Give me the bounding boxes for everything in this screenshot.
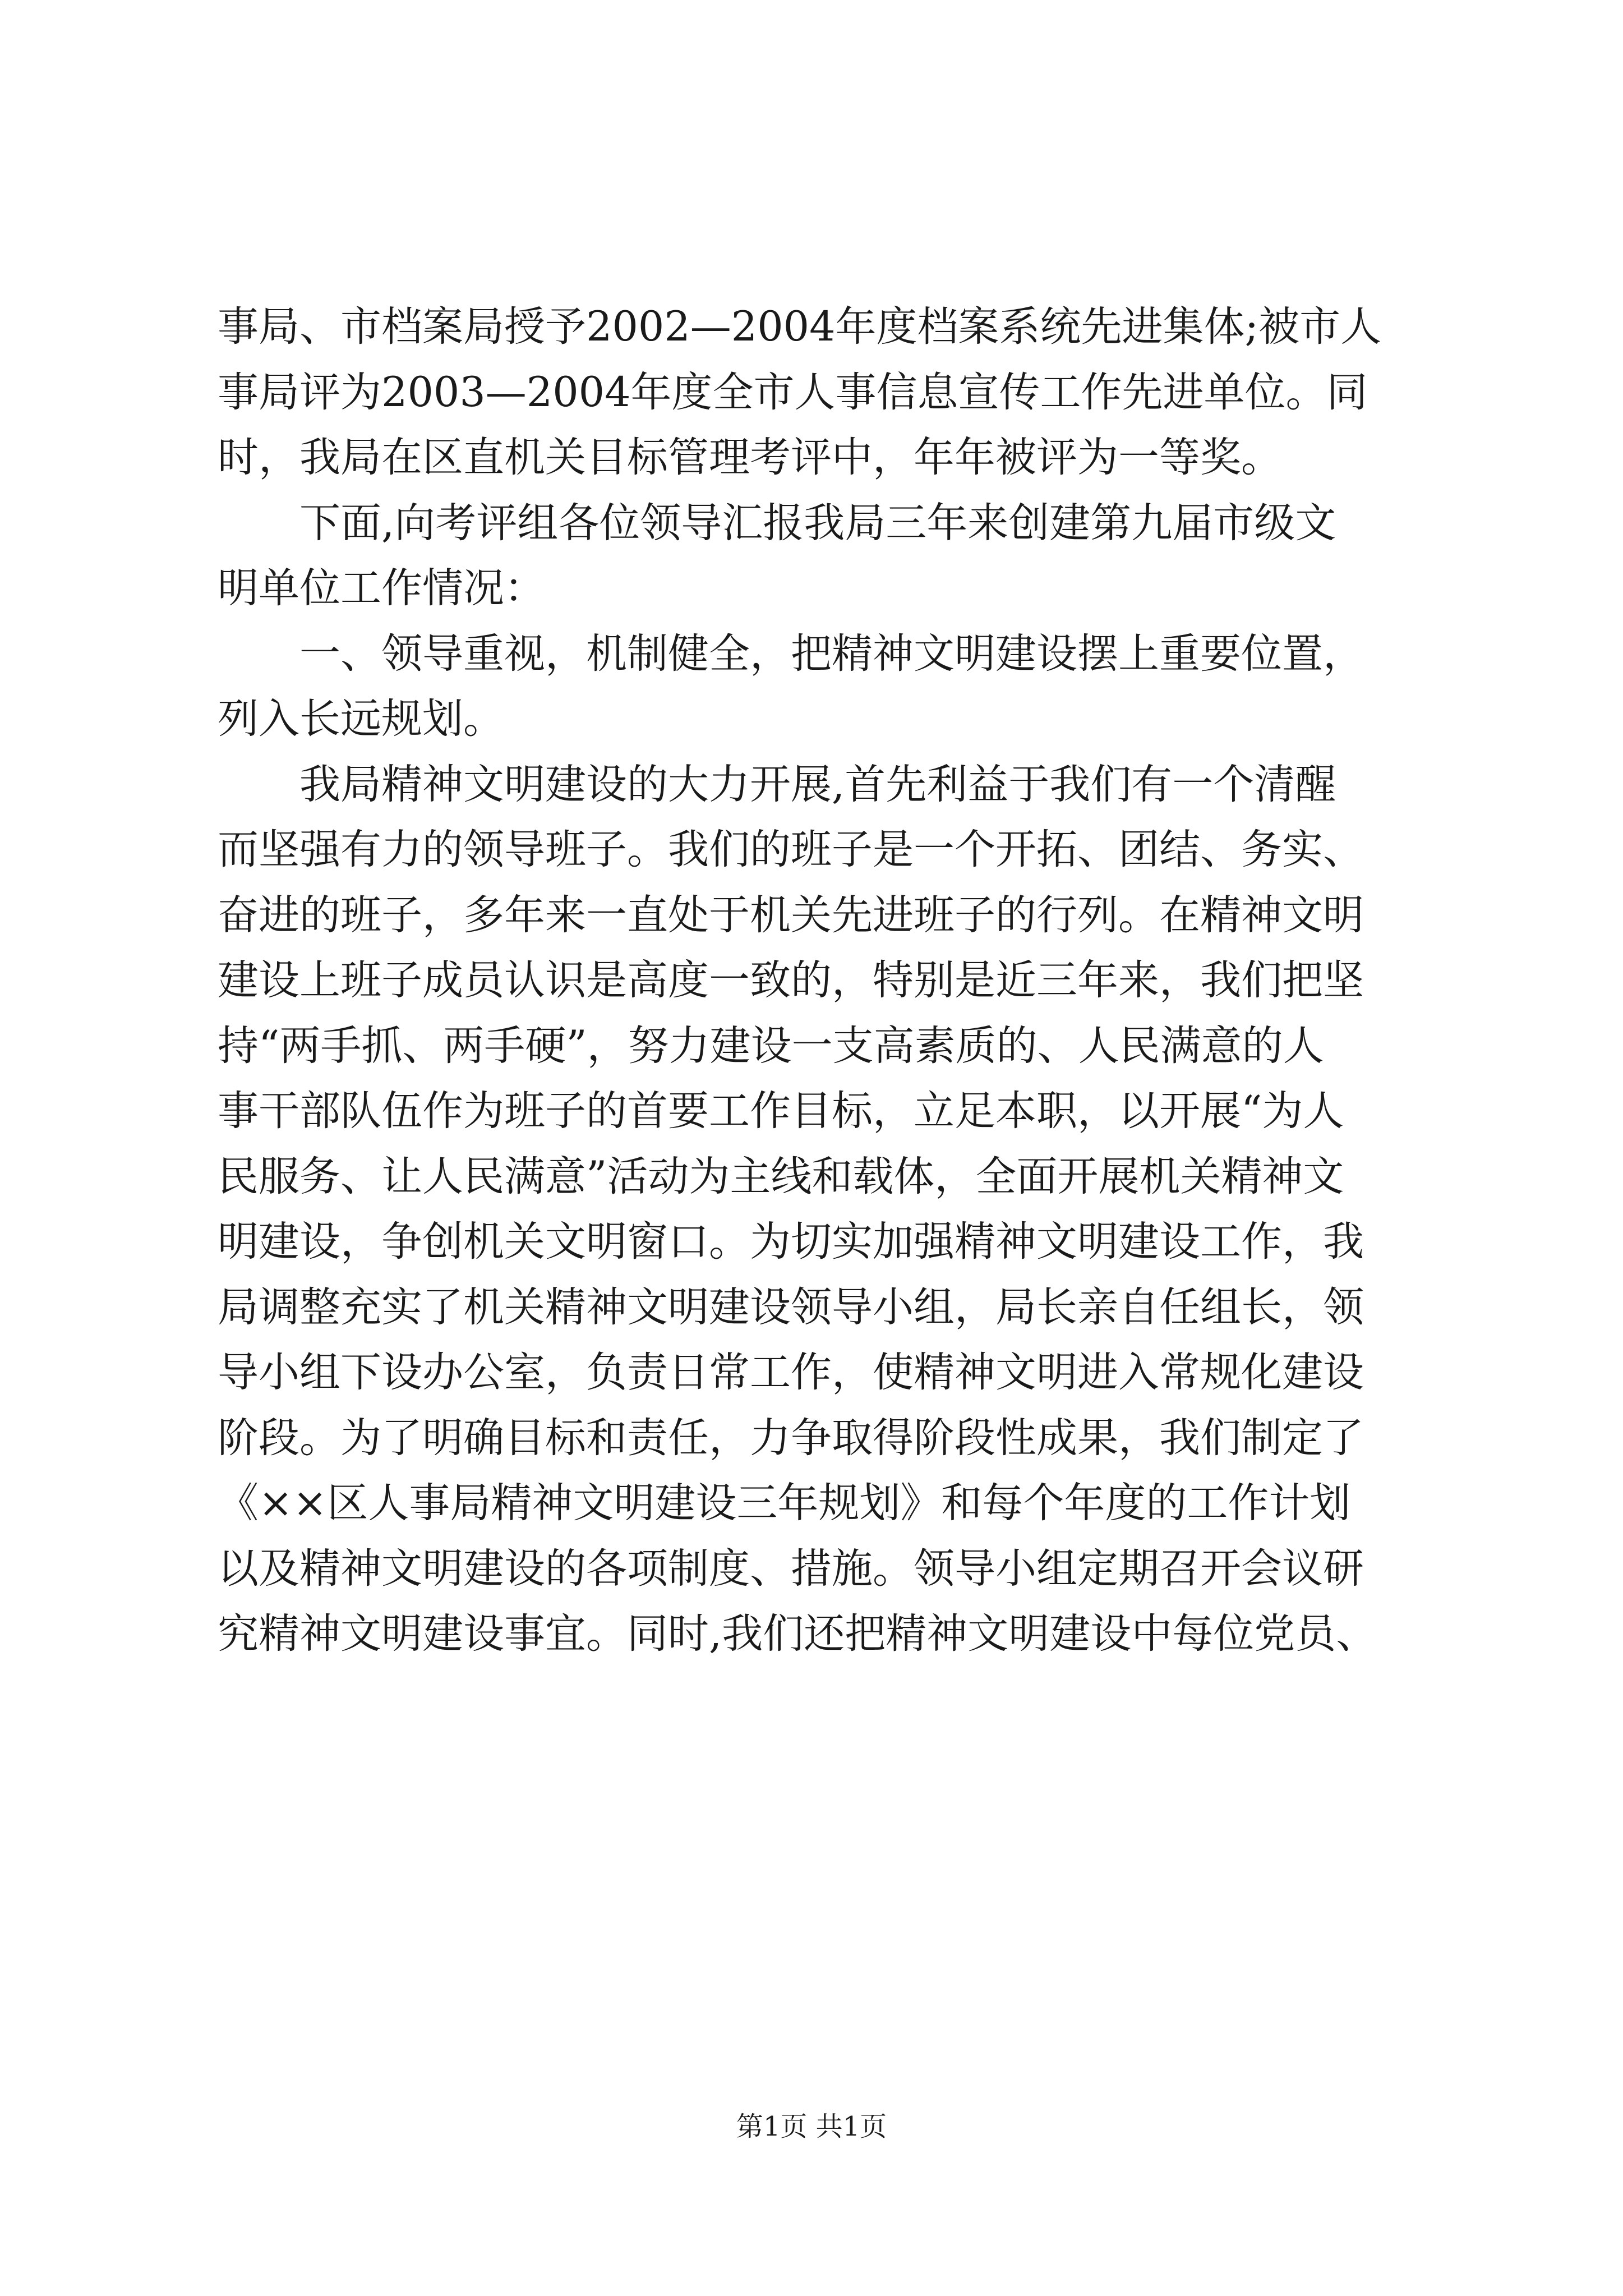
text-line: 事局评为2003—2004年度全市人事信息宣传工作先进单位。同 (218, 368, 1368, 416)
text-line: 奋进的班子，多年来一直处于机关先进班子的行列。在精神文明 (218, 891, 1364, 939)
text-line: 究精神文明建设事宜。同时,我们还把精神文明建设中每位党员、 (218, 1610, 1377, 1658)
document-body (218, 295, 1418, 1667)
text-line: 持“两手抓、两手硬”，努力建设一支高素质的、人民满意的人 (218, 1022, 1324, 1070)
text-line: 而坚强有力的领导班子。我们的班子是一个开拓、团结、务实、 (218, 826, 1364, 873)
text-line: 导小组下设办公室，负责日常工作，使精神文明进入常规化建设 (218, 1349, 1364, 1396)
paragraph-start-line: 下面,向考评组各位领导汇报我局三年来创建第九届市级文 (299, 499, 1336, 547)
text-line: 建设上班子成员认识是高度一致的，特别是近三年来，我们把坚 (218, 956, 1364, 1004)
text-line: 事干部队伍作为班子的首要工作目标，立足本职，以开展“为人 (218, 1087, 1344, 1135)
text-line: 事局、市档案局授予2002—2004年度档案系统先进集体;被市人 (218, 303, 1382, 351)
text-line: 局调整充实了机关精神文明建设领导小组，局长亲自任组长，领 (218, 1283, 1364, 1331)
section-heading-line: 列入长远规划。 (218, 695, 504, 743)
text-line: 时，我局在区直机关目标管理考评中，年年被评为一等奖。 (218, 434, 1282, 481)
text-line: 民服务、让人民满意”活动为主线和载体，全面开展机关精神文 (218, 1152, 1344, 1200)
page-number-footer: 第1页 共1页 (736, 2111, 887, 2142)
text-line: 《××区人事局精神文明建设三年规划》和每个年度的工作计划 (218, 1479, 1351, 1527)
text-line: 以及精神文明建设的各项制度、措施。领导小组定期召开会议研 (218, 1544, 1364, 1593)
text-line: 阶段。为了明确目标和责任，力争取得阶段性成果，我们制定了 (218, 1414, 1364, 1462)
section-heading-line: 一、领导重视，机制健全，把精神文明建设摆上重要位置， (299, 629, 1364, 678)
paragraph-start-line: 我局精神文明建设的大力开展,首先利益于我们有一个清醒 (299, 760, 1336, 808)
text-line: 明建设，争创机关文明窗口。为切实加强精神文明建设工作，我 (218, 1218, 1364, 1266)
text-line: 明单位工作情况： (218, 564, 545, 612)
